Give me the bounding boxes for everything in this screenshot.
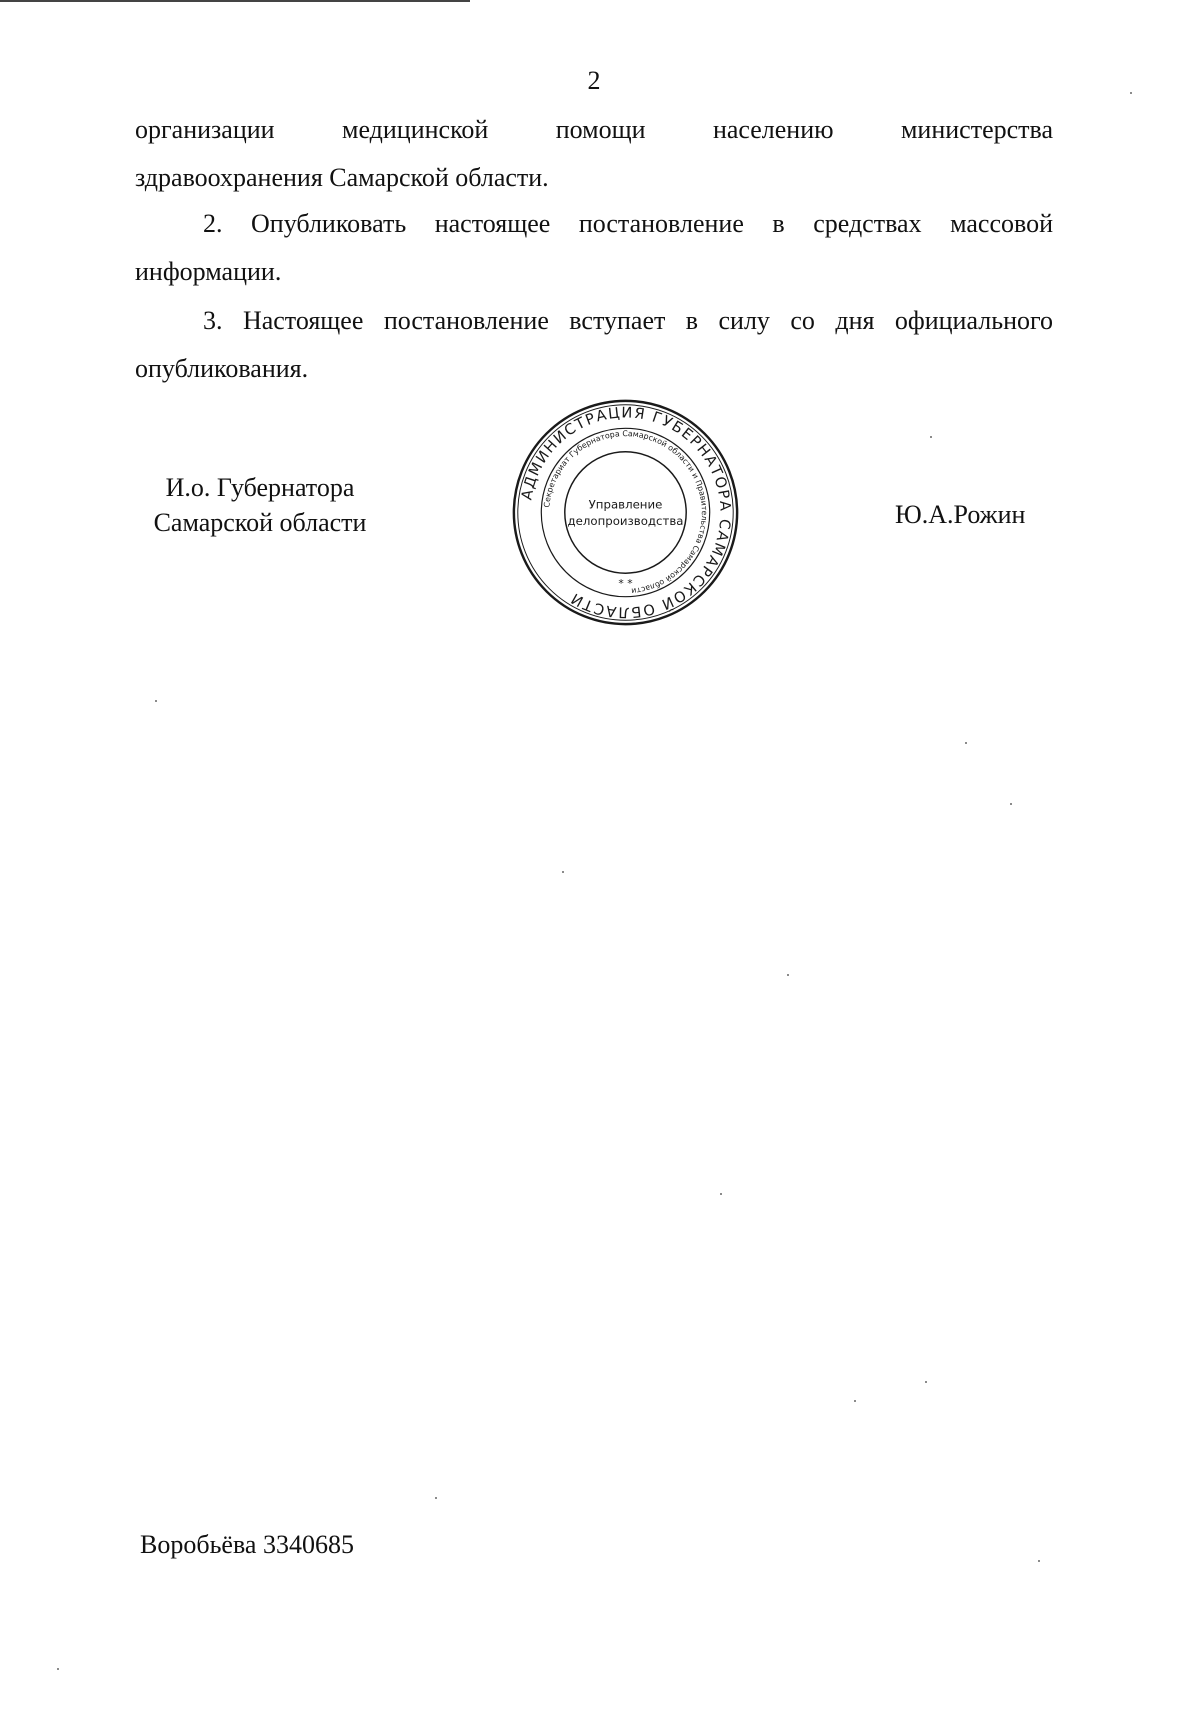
scan-speck [57, 1668, 59, 1670]
scan-speck [854, 1400, 856, 1402]
signatory-title [110, 470, 410, 540]
paragraph-continuation [135, 106, 1053, 202]
scan-speck [965, 742, 967, 744]
stamp-inner-text: Секретариат Губернатора Самарской области и Правительства Самарской области [542, 429, 709, 596]
word: помощи [555, 115, 646, 144]
executor-contact: Воробьёва 3340685 [140, 1530, 354, 1559]
scan-speck [720, 1193, 722, 1195]
word: организации [135, 115, 275, 144]
scan-speck [1010, 803, 1012, 805]
stamp-center-line: Управление [588, 497, 663, 512]
scan-edge-line [0, 0, 470, 2]
scan-speck [930, 436, 932, 438]
stamp-outer-text: АДМИНИСТРАЦИЯ ГУБЕРНАТОРА САМАРСКОЙ ОБЛАСТИ [518, 404, 734, 621]
scan-speck [1038, 1560, 1040, 1562]
word: населению [712, 115, 834, 144]
paragraph-3 [135, 297, 1053, 393]
signatory-name: Ю.А.Рожин [895, 500, 1026, 529]
signatory-title-line: Самарской области [153, 508, 367, 537]
signatory-title-line: И.о. Губернатора [165, 473, 355, 502]
paragraph-line: информации. [135, 257, 282, 286]
paragraph-line: 3. Настоящее постановление вступает в силу со дня официального [203, 306, 1053, 335]
word: министерства [900, 115, 1053, 144]
scan-speck [155, 700, 157, 702]
scan-speck [787, 974, 789, 976]
stamp-stars: * * [618, 576, 633, 590]
scan-speck [435, 1497, 437, 1499]
paragraph-line: 2. Опубликовать настоящее постановление в средствах массовой [203, 209, 1053, 238]
justified-line [135, 106, 1053, 154]
paragraph-line: опубликования. [135, 354, 309, 383]
stamp-center-line: делопроизводства [567, 514, 684, 529]
page-number: 2 [587, 66, 601, 95]
paragraph-2 [135, 200, 1053, 296]
official-stamp [508, 395, 743, 630]
scan-speck [925, 1381, 927, 1383]
stamp-inner-ring [565, 452, 686, 573]
paragraph-line: здравоохранения Самарской области. [135, 163, 549, 192]
word: медицинской [342, 115, 489, 144]
scan-speck [1130, 92, 1132, 94]
scan-speck [562, 871, 564, 873]
